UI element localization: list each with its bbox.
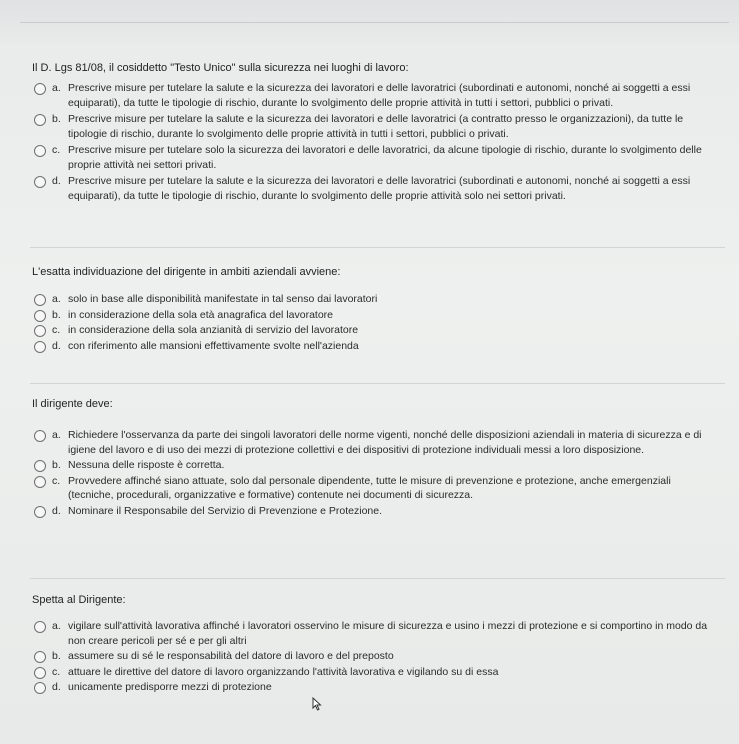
option-text: assumere su di sé le responsabilità del datore di lavoro e del preposto (68, 650, 394, 662)
option-letter: d. (52, 175, 61, 187)
radio-button[interactable] (34, 310, 46, 322)
option-text: vigilare sull'attività lavorativa affinché i lavoratori osservino le misure di sicurezza e usino i mezzi di protezione e si comportino in modo da non creare pericoli per sé e per gli altri (68, 620, 708, 647)
question-2-text: L'esatta individuazione del dirigente in ambiti aziendali avviene: (32, 266, 341, 278)
radio-button[interactable] (34, 325, 46, 337)
radio-button[interactable] (34, 460, 46, 472)
option-text: Prescrive misure per tutelare solo la sicurezza dei lavoratori e delle lavoratrici, da alcune tipologie di rischio, durante lo svolgimento delle proprie attività nei settori privati. (68, 144, 702, 171)
radio-button[interactable] (34, 114, 46, 126)
radio-button[interactable] (34, 476, 46, 488)
question-1-option-d[interactable] (34, 174, 719, 203)
radio-button[interactable] (34, 651, 46, 663)
option-text: Nominare il Responsabile del Servizio di Prevenzione e Protezione. (68, 504, 383, 517)
question-4-options (34, 619, 719, 695)
question-2-option-c[interactable] (34, 323, 719, 338)
question-4-option-a[interactable] (34, 619, 719, 648)
option-letter: d. (52, 339, 61, 352)
option-text: con riferimento alle mansioni effettivamente svolte nell'azienda (68, 339, 359, 352)
option-text: unicamente predisporre mezzi di protezione (68, 681, 272, 693)
option-text: Prescrive misure per tutelare la salute e la sicurezza dei lavoratori e delle lavoratrici (subordinati e autonomi, nonché ai soggetti a essi equiparati), da tutte le tipologie di rischio, durante lo svolgimento delle proprie attività in tutti i settori, pubblici o privati. (68, 82, 691, 109)
question-2-option-d[interactable] (34, 339, 719, 354)
option-letter: b. (52, 113, 61, 125)
radio-button[interactable] (34, 682, 46, 694)
option-text: in considerazione della sola età anagrafica del lavoratore (68, 308, 334, 321)
question-3-text: Il dirigente deve: (32, 398, 113, 410)
question-3-option-d[interactable] (34, 504, 719, 519)
question-4-option-c[interactable] (34, 665, 719, 680)
option-letter: c. (52, 324, 61, 336)
question-1-option-b[interactable] (34, 112, 719, 141)
radio-button[interactable] (34, 667, 46, 679)
option-letter: c. (52, 144, 61, 156)
option-letter: d. (52, 504, 61, 517)
question-4-text: Spetta al Dirigente: (32, 594, 126, 606)
question-3-option-c[interactable] (34, 474, 719, 503)
top-divider (20, 22, 729, 23)
option-text: Nessuna delle risposte è corretta. (68, 459, 225, 471)
question-divider (30, 247, 725, 248)
option-letter: b. (52, 650, 61, 662)
question-divider (30, 383, 725, 384)
question-3-option-a[interactable] (34, 428, 719, 457)
option-letter: a. (52, 429, 61, 441)
question-1-text: Il D. Lgs 81/08, il cosiddetto "Testo Unico" sulla sicurezza nei luoghi di lavoro: (32, 62, 409, 74)
question-1-option-a[interactable] (34, 81, 719, 110)
mouse-cursor-icon (312, 697, 324, 711)
question-divider (30, 578, 725, 579)
option-text: attuare le direttive del datore di lavoro organizzando l'attività lavorativa e vigilando su di essa (68, 665, 499, 678)
question-1-options (34, 81, 719, 203)
option-letter: c. (52, 665, 61, 678)
radio-button[interactable] (34, 341, 46, 353)
option-letter: a. (52, 293, 61, 305)
radio-button[interactable] (34, 83, 46, 95)
option-letter: a. (52, 620, 61, 632)
option-letter: b. (52, 459, 61, 471)
radio-button[interactable] (34, 621, 46, 633)
option-text: Provvedere affinché siano attuate, solo dal personale dipendente, tutte le misure di prevenzione e protezione, anche emergenziali (tecniche, procedurali, organizzative e formative) contenute nei documenti di sicurezza. (68, 474, 671, 501)
radio-button[interactable] (34, 430, 46, 442)
option-text: Richiedere l'osservanza da parte dei singoli lavoratori delle norme vigenti, nonché delle disposizioni aziendali in materia di sicurezza e di igiene del lavoro e di uso dei mezzi di protezione collettivi e dei dispositivi di protezione individuali messi a loro disposizione. (68, 429, 702, 456)
question-2-option-b[interactable] (34, 308, 719, 323)
option-text: Prescrive misure per tutelare la salute e la sicurezza dei lavoratori e delle lavoratrici (a contratto presso le organizzazioni), da tutte le tipologie di rischio, durante lo svolgimento delle proprie attività in tutti i settori, pubblici o privati. (68, 113, 684, 140)
option-letter: b. (52, 308, 61, 321)
option-text: solo in base alle disponibilità manifestate in tal senso dai lavoratori (68, 293, 378, 305)
question-2-option-a[interactable] (34, 292, 719, 307)
radio-button[interactable] (34, 294, 46, 306)
question-1-option-c[interactable] (34, 143, 719, 172)
radio-button[interactable] (34, 506, 46, 518)
question-2-options (34, 292, 719, 353)
option-letter: d. (52, 681, 61, 693)
radio-button[interactable] (34, 145, 46, 157)
question-3-option-b[interactable] (34, 458, 719, 473)
option-text: in considerazione della sola anzianità di servizio del lavoratore (68, 324, 359, 336)
question-4-option-b[interactable] (34, 649, 719, 664)
question-3-options (34, 428, 719, 518)
radio-button[interactable] (34, 176, 46, 188)
option-letter: a. (52, 82, 61, 94)
option-letter: c. (52, 474, 61, 487)
question-4-option-d[interactable] (34, 680, 719, 695)
option-text: Prescrive misure per tutelare la salute e la sicurezza dei lavoratori e delle lavoratrici (subordinati e autonomi, nonché ai soggetti a essi equiparati), da tutte le tipologie di rischio, durante lo svolgimento delle proprie attività solo nei settori privati. (68, 175, 691, 202)
